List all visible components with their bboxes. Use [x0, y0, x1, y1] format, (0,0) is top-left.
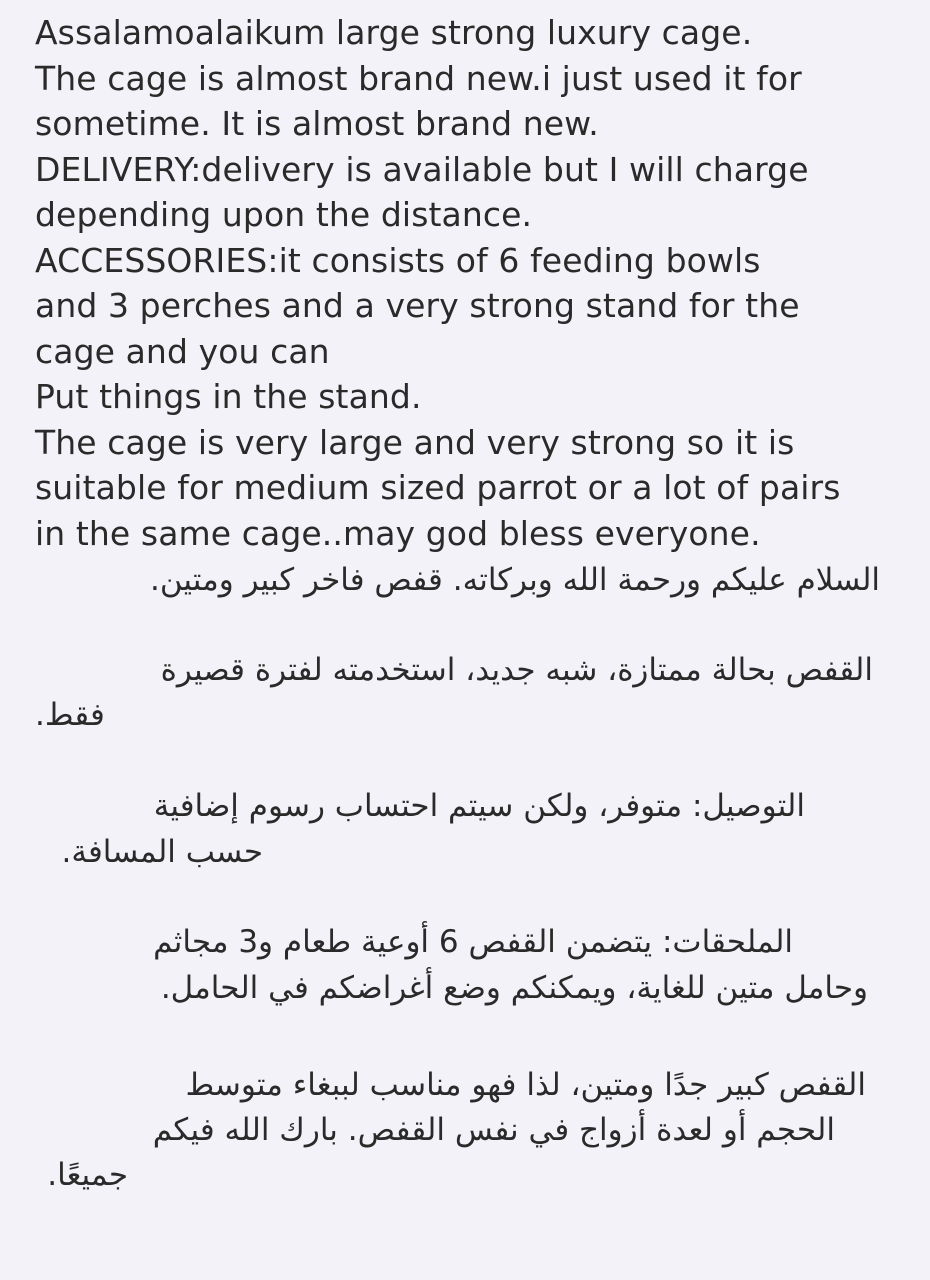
arabic-delivery-line: التوصيل: متوفر، ولكن سيتم احتساب رسوم إضافية [153, 788, 805, 824]
arabic-closing-line: الحجم أو لعدة أزواج في نفس القفص. بارك الله فيكم [152, 1112, 835, 1148]
text-line: suitable for medium sized parrot or a lot of pairs [35, 468, 841, 507]
arabic-condition-line: فقط. [35, 697, 105, 733]
arabic-condition-line: القفص بحالة ممتازة، شبه جديد، استخدمته لفترة قصيرة [160, 652, 873, 688]
text-line: ACCESSORIES:it consists of 6 feeding bowls [35, 240, 761, 280]
text-line: and 3 perches and a very strong stand for the [35, 286, 800, 325]
text-line: Put things in the stand. [35, 377, 422, 416]
text-line: depending upon the distance. [35, 195, 533, 234]
arabic-accessories-line: وحامل متين للغاية، ويمكنكم وضع أغراضكم في الحامل. [160, 970, 868, 1006]
text-line: DELIVERY:delivery is available but I will charge [35, 149, 809, 189]
text-line: The cage is very large and very strong so it is [35, 422, 795, 462]
arabic-accessories-line: الملحقات: يتضمن القفص 6 أوعية طعام و3 مجاثم [153, 924, 793, 960]
english-description [35, 10, 875, 556]
arabic-closing-line: جميعًا. [47, 1157, 128, 1193]
text-line: The cage is almost brand new.i just used it for [35, 58, 802, 98]
arabic-delivery-line: حسب المسافة. [61, 834, 263, 870]
text-line: cage and you can [35, 331, 330, 371]
text-line: sometime. It is almost brand new. [35, 104, 599, 143]
arabic-closing-line: القفص كبير جدًا ومتين، لذا فهو مناسب لببغاء متوسط [185, 1067, 866, 1103]
text-line: Assalamoalaikum large strong luxury cage. [35, 13, 753, 52]
arabic-greeting: السلام عليكم ورحمة الله وبركاته. قفص فاخر كبير ومتين. [149, 562, 880, 598]
text-line: in the same cage..may god bless everyone. [35, 513, 761, 553]
